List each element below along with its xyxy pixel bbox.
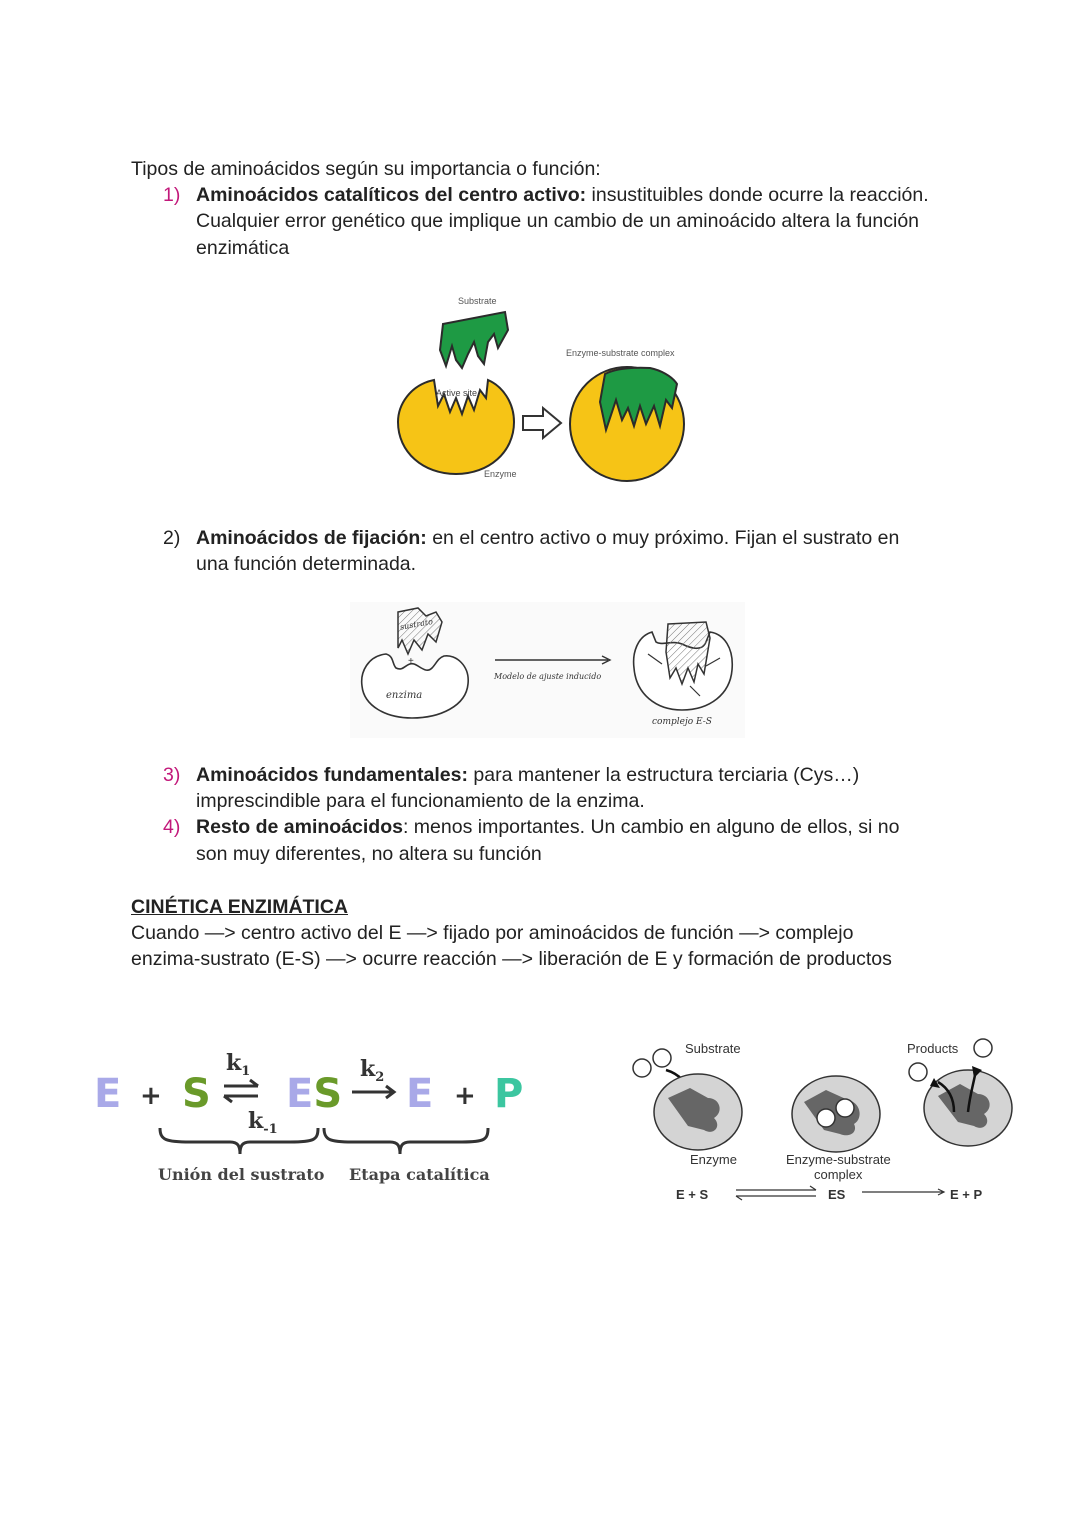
- list-number: 2): [163, 527, 181, 549]
- item-title: Aminoácidos catalíticos del centro activo:: [196, 184, 587, 206]
- eq-plus: +: [140, 1081, 162, 1111]
- cycle-complex-label-2: complex: [814, 1167, 863, 1182]
- cycle-enzyme-label: Enzyme: [690, 1152, 737, 1167]
- enzyme-label: Enzyme: [484, 469, 517, 479]
- sketch-enzyme-shape: [362, 654, 468, 718]
- substrate-label: Substrate: [458, 296, 497, 306]
- item-line: enzimática: [196, 237, 290, 259]
- list-item: [196, 525, 899, 552]
- brace2-label: Etapa catalítica: [349, 1165, 490, 1184]
- eq-mid: ES: [828, 1187, 846, 1202]
- eq-E: E: [94, 1071, 122, 1117]
- bound-substrate-circle: [817, 1109, 835, 1127]
- list-item: [196, 814, 899, 841]
- substrate-circle: [653, 1049, 671, 1067]
- arrow-label: Modelo de ajuste inducido: [494, 672, 602, 681]
- list-number: 3): [163, 764, 181, 786]
- product-circle: [909, 1063, 927, 1081]
- plus-icon: +: [408, 656, 414, 667]
- item-line: son muy diferentes, no altera su función: [196, 843, 542, 865]
- enzyme-cycle-diagram: [628, 1032, 1023, 1212]
- eq-E2: E: [406, 1071, 434, 1117]
- equilibrium-arrow-icon: [224, 1080, 258, 1102]
- right-arrow-icon: [523, 408, 561, 438]
- induced-fit-sketch: [350, 602, 745, 738]
- section-line: enzima-sustrato (E-S) —> ocurre reacción —> liberación de E y formación de productos: [131, 948, 892, 970]
- section-line: Cuando —> centro activo del E —> fijado por aminoácidos de función —> complejo: [131, 922, 854, 944]
- lock-key-diagram: [390, 290, 700, 485]
- bound-substrate-circle: [836, 1099, 854, 1117]
- list-item: [196, 182, 929, 209]
- item-title: Aminoácidos fundamentales:: [196, 764, 468, 786]
- sketch-enzyme-label: enzima: [386, 690, 423, 701]
- item-text: en el centro activo o muy próximo. Fijan el sustrato en: [426, 527, 900, 549]
- list-number: 4): [163, 816, 181, 838]
- item-text: para mantener la estructura terciaria (Cys…): [467, 764, 860, 786]
- eq-right: E + P: [950, 1187, 983, 1202]
- eq-ES: ES: [286, 1071, 343, 1117]
- substrate-shape: [440, 312, 508, 368]
- brace-left-icon: [160, 1128, 318, 1154]
- sketch-substrate-label: sustrato: [399, 617, 434, 632]
- item-text: : menos importantes. Un cambio en alguno de ellos, si no: [402, 816, 900, 838]
- eq-S: S: [182, 1071, 211, 1117]
- eq-P: P: [494, 1071, 524, 1117]
- brace1-label: Unión del sustrato: [158, 1165, 325, 1184]
- equilibrium-arrow-icon: [736, 1186, 816, 1200]
- cycle-products-label: Products: [907, 1041, 959, 1056]
- km1-label: $k_{-1}$: [248, 1108, 278, 1137]
- k1-label: $k_1$: [226, 1050, 251, 1079]
- cycle-substrate-label: Substrate: [685, 1041, 741, 1056]
- intro-text: Tipos de aminoácidos según su importancia o función:: [131, 158, 601, 180]
- item-line: una función determinada.: [196, 553, 417, 575]
- brace-right-icon: [324, 1128, 488, 1154]
- section-heading: CINÉTICA ENZIMÁTICA: [131, 896, 349, 918]
- reaction-scheme: [90, 1040, 540, 1190]
- item-line: Cualquier error genético que implique un cambio de un aminoácido altera la función: [196, 210, 920, 232]
- sketch-complex-label: complejo E-S: [652, 717, 712, 727]
- item-text: insustituibles donde ocurre la reacción.: [586, 184, 929, 206]
- cycle-complex-label-1: Enzyme-substrate: [786, 1152, 891, 1167]
- list-number: 1): [163, 184, 181, 206]
- forward-arrow-icon: [352, 1086, 394, 1098]
- substrate-circle: [633, 1059, 651, 1077]
- eq-plus2: +: [454, 1081, 476, 1111]
- item-line: imprescindible para el funcionamiento de la enzima.: [196, 790, 645, 812]
- forward-arrow-icon: [862, 1189, 944, 1195]
- list-item: [196, 762, 859, 789]
- eq-left: E + S: [676, 1187, 709, 1202]
- item-title: Resto de aminoácidos: [196, 816, 403, 838]
- active-site-label: Active site: [436, 388, 478, 398]
- item-title: Aminoácidos de fijación:: [196, 527, 427, 549]
- k2-label: $k_2$: [360, 1056, 385, 1085]
- product-circle: [974, 1039, 992, 1057]
- complex-label: Enzyme-substrate complex: [566, 348, 675, 358]
